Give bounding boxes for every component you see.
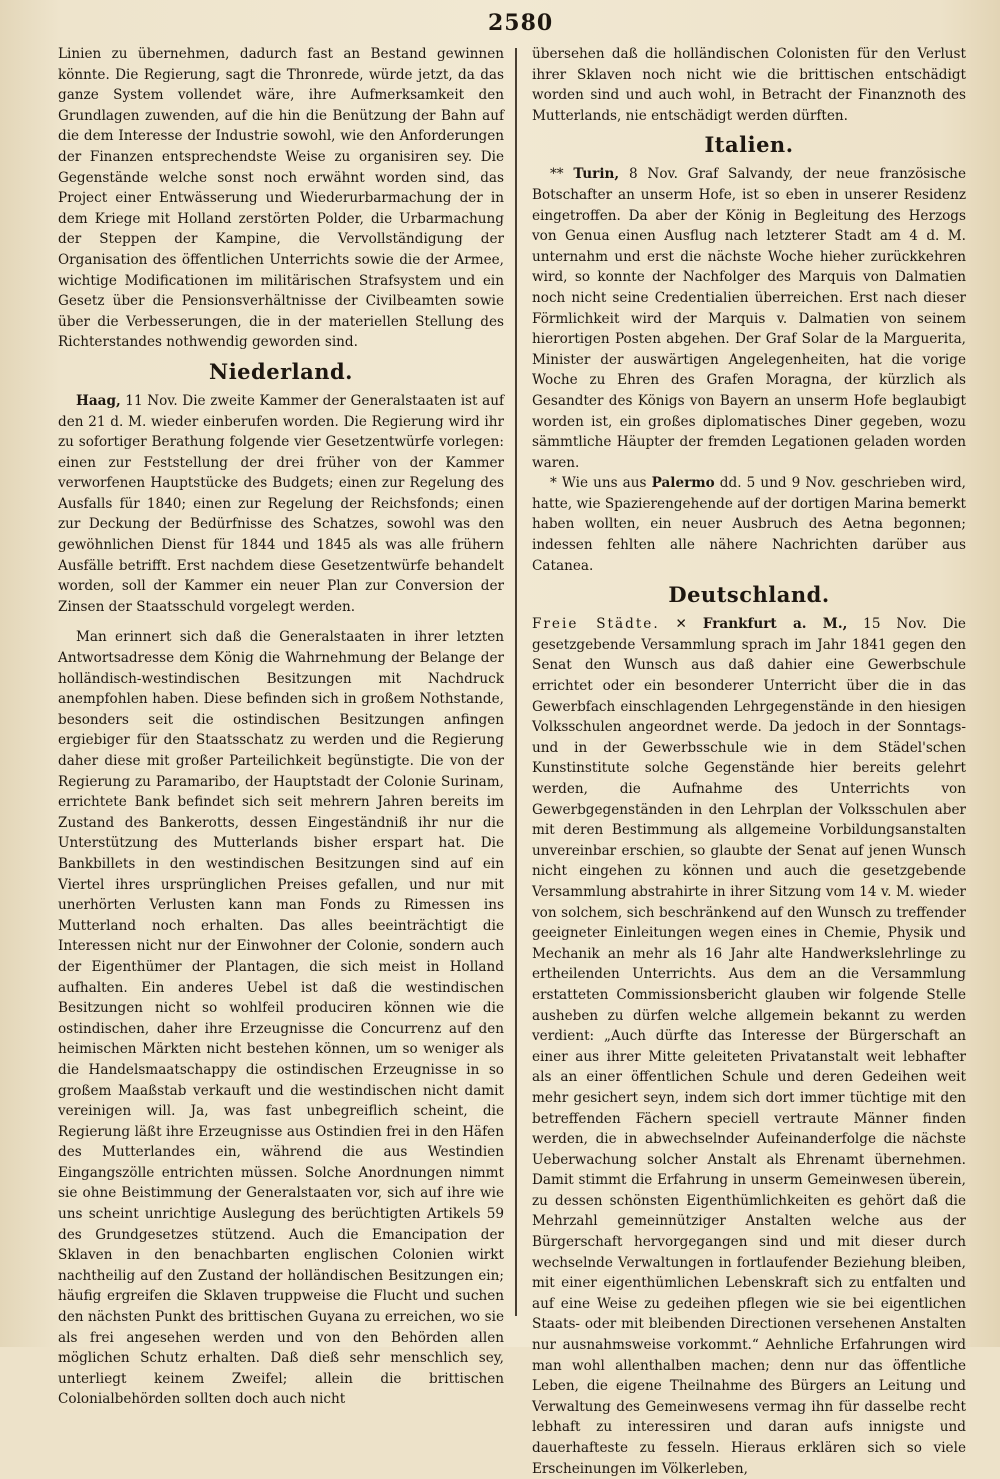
turin-article	[532, 164, 966, 473]
right-column	[532, 44, 966, 1479]
turin-text: 8 Nov. Graf Salvandy, der neue französische Botschafter an unserm Hofe, ist so eben in unserer Residenz eingetroffen. Da aber der König in Begleitung des Herzogs von Genua einen Ausflug nach letzterer Stadt am 4 d. M. unternahm und erst die nächste Woche hieher zurückkehren wird, so konnte der Nachfolger des Marquis von Dalmatien noch nicht seine Credentialien überreichen. Erst nach dieser Förmlichkeit wird der Marquis v. Dalmatien von seinem hierortigen Posten abgehen. Der Graf Solar de la Marguerita, Minister der auswärtigen Angelegenheiten, hat die vorige Woche zu Ehren des Grafen Moragna, der kürzlich als Gesandter des Königs von Bayern an unserm Hofe beglaubigt worden ist, ein großes diplomatisches Diner gegeben, wozu sämmtliche Häupter der fremden Legationen geladen worden waren.	[532, 166, 966, 471]
intro-paragraph: Linien zu übernehmen, dadurch fast an Bestand gewinnen könnte. Die Regierung, sagt die Thronrede, würde jetzt, da das ganze System vollendet wäre, ihre Aufmerksamkeit den Grundlagen zuwenden, auf die hin die Benützung der Bahn auf die dem Interesse der Industrie sowohl, wie den Anforderungen der Finanzen entsprechendste Weise zu organisiren sey. Die Gegenstände welche sonst noch erwähnt worden sind, das Project einer Entwässerung und Wiederurbarmachung der in dem Kriege mit Holland zerstörten Polder, die Urbarmachung der Steppen der Kampine, die Vervollständigung der Organisation des öffentlichen Unterrichts sowie die der Armee, wichtige Modificationen im militärischen Strafsystem und ein Gesetz über die Pensionsverhältnisse der Civilbeamten sowie über die Verbesserungen, die in der materiellen Stellung des Richterstandes nothwendig geworden sind.	[58, 46, 504, 351]
haag-text: 11 Nov. Die zweite Kammer der Generalstaaten ist auf den 21 d. M. wieder einberufen worden. Die Regierung wird ihr zu sofortiger Berathung folgende vier Gesetzentwürfe vorlegen: einen zur Feststellung der drei früher von der Kammer verworfenen Hauptstücke des Budgets; einen zur Regelung des Ausfalls für 1840; einen zur Regelung der Reichsfonds; einen zur Deckung der Bedürfnisse des Schatzes, sowohl was den gewöhnlichen Dienst für 1844 und 1845 als was alle frühern Ausfälle betrifft. Erst nachdem diese Gesetzentwürfe behandelt worden, soll der Kammer ein neuer Plan zur Conversion der Zinsen der Staatsschuld vorgelegt werden.	[58, 392, 504, 615]
section-heading-italien: Italien.	[704, 132, 794, 158]
palermo-article	[532, 473, 966, 576]
palermo-place: Palermo	[651, 475, 715, 492]
continuation-paragraph: übersehen daß die holländischen Colonisten für den Verlust ihrer Sklaven noch nicht wie die brittischen entschädigt worden sind und auch wohl, in Betracht der Finanznoth des Mutterlands, nie entschädigt werden dürften.	[532, 46, 966, 124]
colonies-paragraph: Man erinnert sich daß die Generalstaaten in ihrer letzten Antwortsadresse dem König die Wahrnehmung der Belange der holländisch-westindischen Besitzungen mit Nachdruck anempfohlen haben. Diese befinden sich in großem Nothstande, besonders seit die ostindischen Besitzungen anfingen ergiebiger für den Staatsschatz zu werden und die Regierung daher diese mit großer Parteilichkeit begünstigte. Die von der Regierung zu Paramaribo, der Hauptstadt der Colonie Surinam, errichtete Bank befindet sich seit mehrern Jahren bereits im Zustand des Bankerotts, dessen Eingeständniß ihr nur die Unterstützung des Mutterlands bisher erspart hat. Die Bankbillets in den westindischen Besitzungen sind auf ein Viertel ihres ursprünglichen Preises gefallen, und nur mit unerhörten Verlusten kann man Fonds zu Rimessen ins Mutterland noch erhalten. Das alles beeinträchtigt die Interessen nicht nur der Einwohner der Colonie, sondern auch der Eigenthümer der Plantagen, die sich meist in Holland aufhalten. Ein anderes Uebel ist daß die westindischen Besitzungen nicht so wohlfeil produciren können wie die ostindischen, daher ihre Erzeugnisse die Concurrenz auf den heimischen Märkten nicht bestehen können, um so weniger als die Handelsmaatschappy die ostindischen Erzeugnisse in so großem Maaßstab verkauft und die westindischen nicht damit vereinigen will. Ja, was fast unbegreiflich scheint, die Regierung läßt ihre Erzeugnisse aus Ostindien frei in den Häfen des Mutterlandes ein, während die aus Westindien Eingangszölle entrichten müssen. Solche Anordnungen nimmt sie ohne Beistimmung der Generalstaaten vor, sich auf ihre wie uns scheint unrichtige Auslegung des berüchtigten Artikels 59 des Grundgesetzes stützend. Auch die Emancipation der Sklaven in den benachbarten englischen Colonien wirkt nachtheilig auf den Zustand der holländischen Besitzungen ein; häufig ergreifen die Sklaven truppweise die Flucht und suchen den nächsten Punkt des brittischen Guyana zu erreichen, wo sie als frei angesehen werden und von den Behörden allen möglichen Schutz erhalten. Daß dieß sehr menschlich sey, unterliegt keinem Zweifel; allein die brittischen Colonialbehörden sollten doch auch nicht	[58, 629, 504, 1408]
left-column	[58, 44, 504, 1410]
page-number: 2580	[488, 10, 554, 36]
haag-article	[58, 391, 504, 618]
frankfurt-prefix: ✕	[659, 616, 703, 633]
column-divider	[515, 48, 517, 1316]
frankfurt-dateline: Frankfurt a. M.,	[702, 616, 848, 633]
palermo-text: dd. 5 und 9 Nov. geschrieben wird, hatte, wie Spazierengehende auf der dortigen Marina bemerkt haben wollten, ein neuer Ausbruch des Aetna begonnen; indessen fehlten alle nähere Nachrichten darüber aus Catanea.	[532, 475, 967, 574]
section-heading-niederland: Niederland.	[209, 358, 353, 384]
freie-staedte-label: Freie Städte.	[532, 616, 660, 633]
palermo-prefix: * Wie uns aus	[550, 475, 652, 492]
turin-dateline: Turin,	[573, 166, 620, 183]
section-heading-deutschland: Deutschland.	[668, 582, 830, 608]
haag-dateline: Haag,	[76, 392, 121, 409]
turin-prefix: **	[550, 166, 574, 183]
frankfurt-text: 15 Nov. Die gesetzgebende Versammlung sprach im Jahr 1841 gegen den Senat den Wunsch aus daß dahier eine Gewerbschule errichtet oder ein besonderer Unterricht über die in das Gewerbfach einschlagenden Lehrgegenstände in den hiesigen Volksschulen angeordnet werde. Da jedoch in der Sonntags- und in der Gewerbsschule wie in dem Städel'schen Kunstinstitute solche Gegenstände hier bereits gelehrt werden, die Aufnahme des Unterrichts von Gewerbgegenständen in den Lehrplan der Volksschulen aber mit deren Bestimmung als allgemeine Vorbildungsanstalten unvereinbar erschien, so glaubte der Senat auf jenen Wunsch nicht eingehen zu können und auch die gesetzgebende Versammlung abstrahirte in ihrer Sitzung vom 14 v. M. wieder von solchem, sich beschränkend auf den Wunsch zu treffender geeigneter Einleitungen wegen eines in Chemie, Physik und Mechanik an mehr als 16 Jahr alte Handwerkslehrlinge zu ertheilenden Unterrichts. Aus dem an die Versammlung erstatteten Commissionsbericht glauben wir folgende Stelle ausheben zu dürfen welche allgemein bekannt zu werden verdient: „Auch dürfte das Interesse der Bürgerschaft an einer aus ihrer Mitte geleiteten Privatanstalt weit lebhafter als an einer öffentlichen Schule und deren Gedeihen weit mehr gesichert seyn, indem sich dort immer tüchtige mit den betreffenden Fächern speciell vertraute Männer finden werden, die in abwechselnder Aufeinanderfolge die nächste Ueberwachung solcher Anstalt als Ehrenamt übernehmen. Damit stimmt die Erfahrung in unserm Gemeinwesen überein, zu dessen schönsten Eigenthümlichkeiten es gehört daß die Mehrzahl gemeinnütziger Anstalten welche aus der Bürgerschaft hervorgegangen sind und mit dieser durch wechselnde Verwaltungen in fortlaufender Beziehung bleiben, mit einer eigenthümlichen Lebenskraft sich zu entfalten und auf eine Weise zu gedeihen pflegen wie sie bei eigentlichen Staats- oder mit bleibenden Directionen versehenen Anstalten nur ausnahmsweise vorkommt.“ Aehnliche Erfahrungen wird man wohl allenthalben machen; denn nur das öffentliche Leben, die eigene Theilnahme des Bürgers an Leitung und Verwaltung des Gemeinwesens vermag ihn für dasselbe recht lebhaft zu interessiren und daran aufs innigste und dauerhafteste zu fesseln. Hieraus erklären sich so viele Erscheinungen im Völkerleben,	[532, 616, 966, 1477]
frankfurt-article	[532, 614, 966, 1479]
